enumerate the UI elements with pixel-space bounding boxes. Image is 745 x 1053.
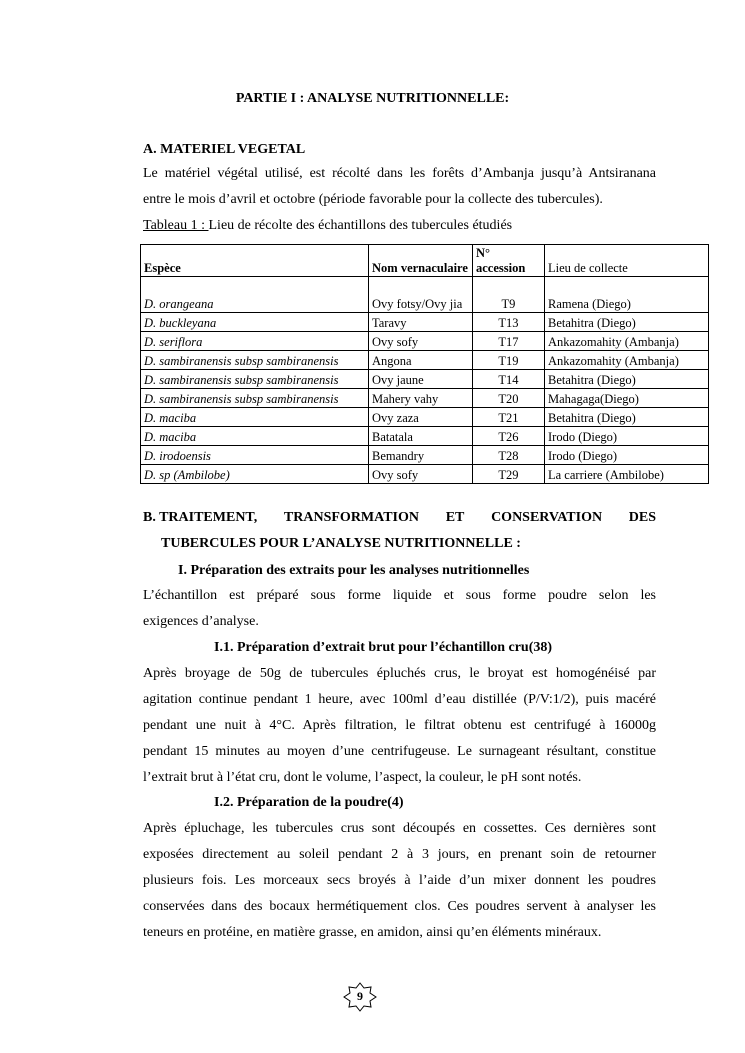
- paragraph-line: l’extrait brut à l’état cru, dont le volume, l’aspect, la couleur, le pH sont notés.: [143, 770, 582, 785]
- subsection-i2-heading: I.2. Préparation de la poudre(4): [214, 795, 404, 810]
- cell-location: Betahitra (Diego): [545, 408, 709, 427]
- section-b-word: ET: [445, 510, 465, 525]
- table-row: [141, 332, 709, 351]
- subsection-i1-heading: I.1. Préparation d’extrait brut pour l’échantillon cru(38): [214, 640, 553, 655]
- cell-location: Irodo (Diego): [545, 427, 709, 446]
- page-number-text: 9: [357, 989, 363, 1003]
- table-row: [141, 351, 709, 370]
- table-row: [141, 370, 709, 389]
- cell-location: Ramena (Diego): [545, 277, 709, 313]
- cell-vernacular: Ovy sofy: [369, 465, 473, 484]
- cell-accession: T20: [473, 389, 545, 408]
- page-number: [343, 982, 377, 1012]
- table-caption: [143, 218, 512, 234]
- cell-location: Ankazomahity (Ambanja): [545, 332, 709, 351]
- cell-species: D. seriflora: [141, 332, 369, 351]
- cell-location: Betahitra (Diego): [545, 370, 709, 389]
- paragraph-line: exigences d’analyse.: [143, 614, 259, 629]
- harvest-table: [140, 244, 709, 484]
- cell-species: D. maciba: [141, 427, 369, 446]
- page-title: PARTIE I : ANALYSE NUTRITIONNELLE:: [235, 91, 510, 106]
- cell-accession: T26: [473, 427, 545, 446]
- cell-location: Ankazomahity (Ambanja): [545, 351, 709, 370]
- cell-vernacular: Ovy jaune: [369, 370, 473, 389]
- cell-location: Mahagaga(Diego): [545, 389, 709, 408]
- cell-vernacular: Bemandry: [369, 446, 473, 465]
- table-header-row: [141, 245, 709, 277]
- cell-vernacular: Batatala: [369, 427, 473, 446]
- section-b-word: DES: [628, 510, 656, 525]
- section-a-line: entre le mois d’avril et octobre (période favorable pour la collecte des tubercules).: [143, 192, 603, 207]
- cell-species: D. sambiranensis subsp sambiranensis: [141, 370, 369, 389]
- cell-species: D. maciba: [141, 408, 369, 427]
- cell-accession: T29: [473, 465, 545, 484]
- section-b-heading: [143, 510, 656, 526]
- table-row: [141, 389, 709, 408]
- table-caption-text: Lieu de récolte des échantillons des tubercules étudiés: [208, 218, 513, 233]
- table-row: [141, 427, 709, 446]
- section-b-word: TRANSFORMATION: [283, 510, 419, 525]
- cell-accession: T28: [473, 446, 545, 465]
- cell-vernacular: Mahery vahy: [369, 389, 473, 408]
- table-row: [141, 465, 709, 484]
- paragraph-line: pendant 15 minutes au moyen d’une centrifugeuse. Le surnageant résultant, constitue: [143, 744, 656, 759]
- paragraph-line: plusieurs fois. Les morceaux secs broyés à l’aide d’un mixer donnent les poudres: [143, 873, 656, 888]
- table-caption-label: Tableau 1 :: [143, 218, 209, 233]
- cell-vernacular: Ovy zaza: [369, 408, 473, 427]
- cell-vernacular: Ovy fotsy/Ovy jia: [369, 277, 473, 313]
- header-vernacular: Nom vernaculaire: [369, 245, 473, 277]
- table-row: [141, 277, 709, 313]
- paragraph-line: teneurs en protéine, en matière grasse, en amidon, ainsi qu’en éléments minéraux.: [143, 925, 602, 940]
- cell-species: D. sp (Ambilobe): [141, 465, 369, 484]
- cell-species: D. irodoensis: [141, 446, 369, 465]
- paragraph-line: L’échantillon est préparé sous forme liquide et sous forme poudre selon les: [143, 588, 656, 603]
- cell-location: Betahitra (Diego): [545, 313, 709, 332]
- header-accession: N° accession: [473, 245, 545, 277]
- cell-accession: T21: [473, 408, 545, 427]
- cell-accession: T9: [473, 277, 545, 313]
- cell-accession: T13: [473, 313, 545, 332]
- cell-location: Irodo (Diego): [545, 446, 709, 465]
- cell-vernacular: Taravy: [369, 313, 473, 332]
- cell-vernacular: Ovy sofy: [369, 332, 473, 351]
- paragraph-line: Après épluchage, les tubercules crus sont découpés en cossettes. Ces dernières sont: [143, 821, 656, 836]
- subsection-i-heading: I. Préparation des extraits pour les analyses nutritionnelles: [178, 563, 530, 578]
- table-row: [141, 408, 709, 427]
- table-row: [141, 446, 709, 465]
- cell-species: D. orangeana: [141, 277, 369, 313]
- section-b-word: CONSERVATION: [491, 510, 603, 525]
- header-location: Lieu de collecte: [545, 245, 709, 277]
- cell-accession: T17: [473, 332, 545, 351]
- section-b-word: B. TRAITEMENT,: [143, 510, 258, 525]
- paragraph-line: conservées dans des bocaux hermétiquement clos. Ces poudres servent à analyser les: [143, 899, 656, 914]
- header-species: Espèce: [141, 245, 369, 277]
- cell-species: D. sambiranensis subsp sambiranensis: [141, 389, 369, 408]
- cell-species: D. buckleyana: [141, 313, 369, 332]
- paragraph-line: agitation continue pendant 1 heure, avec 100ml d’eau distillée (P/V:1/2), puis macéré: [143, 692, 656, 707]
- cell-vernacular: Angona: [369, 351, 473, 370]
- cell-accession: T19: [473, 351, 545, 370]
- table-row: [141, 313, 709, 332]
- paragraph-line: exposées directement au soleil pendant 2 à 3 jours, en prenant soin de retourner: [143, 847, 656, 862]
- cell-accession: T14: [473, 370, 545, 389]
- section-a-heading: A. MATERIEL VEGETAL: [143, 142, 306, 157]
- paragraph-line: pendant une nuit à 4°C. Après filtration, le filtrat obtenu est centrifugé à 16000g: [143, 718, 656, 733]
- section-a-line: Le matériel végétal utilisé, est récolté dans les forêts d’Ambanja jusqu’à Antsiranana: [143, 166, 656, 181]
- cell-location: La carriere (Ambilobe): [545, 465, 709, 484]
- cell-species: D. sambiranensis subsp sambiranensis: [141, 351, 369, 370]
- paragraph-line: Après broyage de 50g de tubercules épluchés crus, le broyat est homogénéisé par: [143, 666, 656, 681]
- section-b-heading-line2: TUBERCULES POUR L’ANALYSE NUTRITIONNELLE :: [161, 536, 521, 551]
